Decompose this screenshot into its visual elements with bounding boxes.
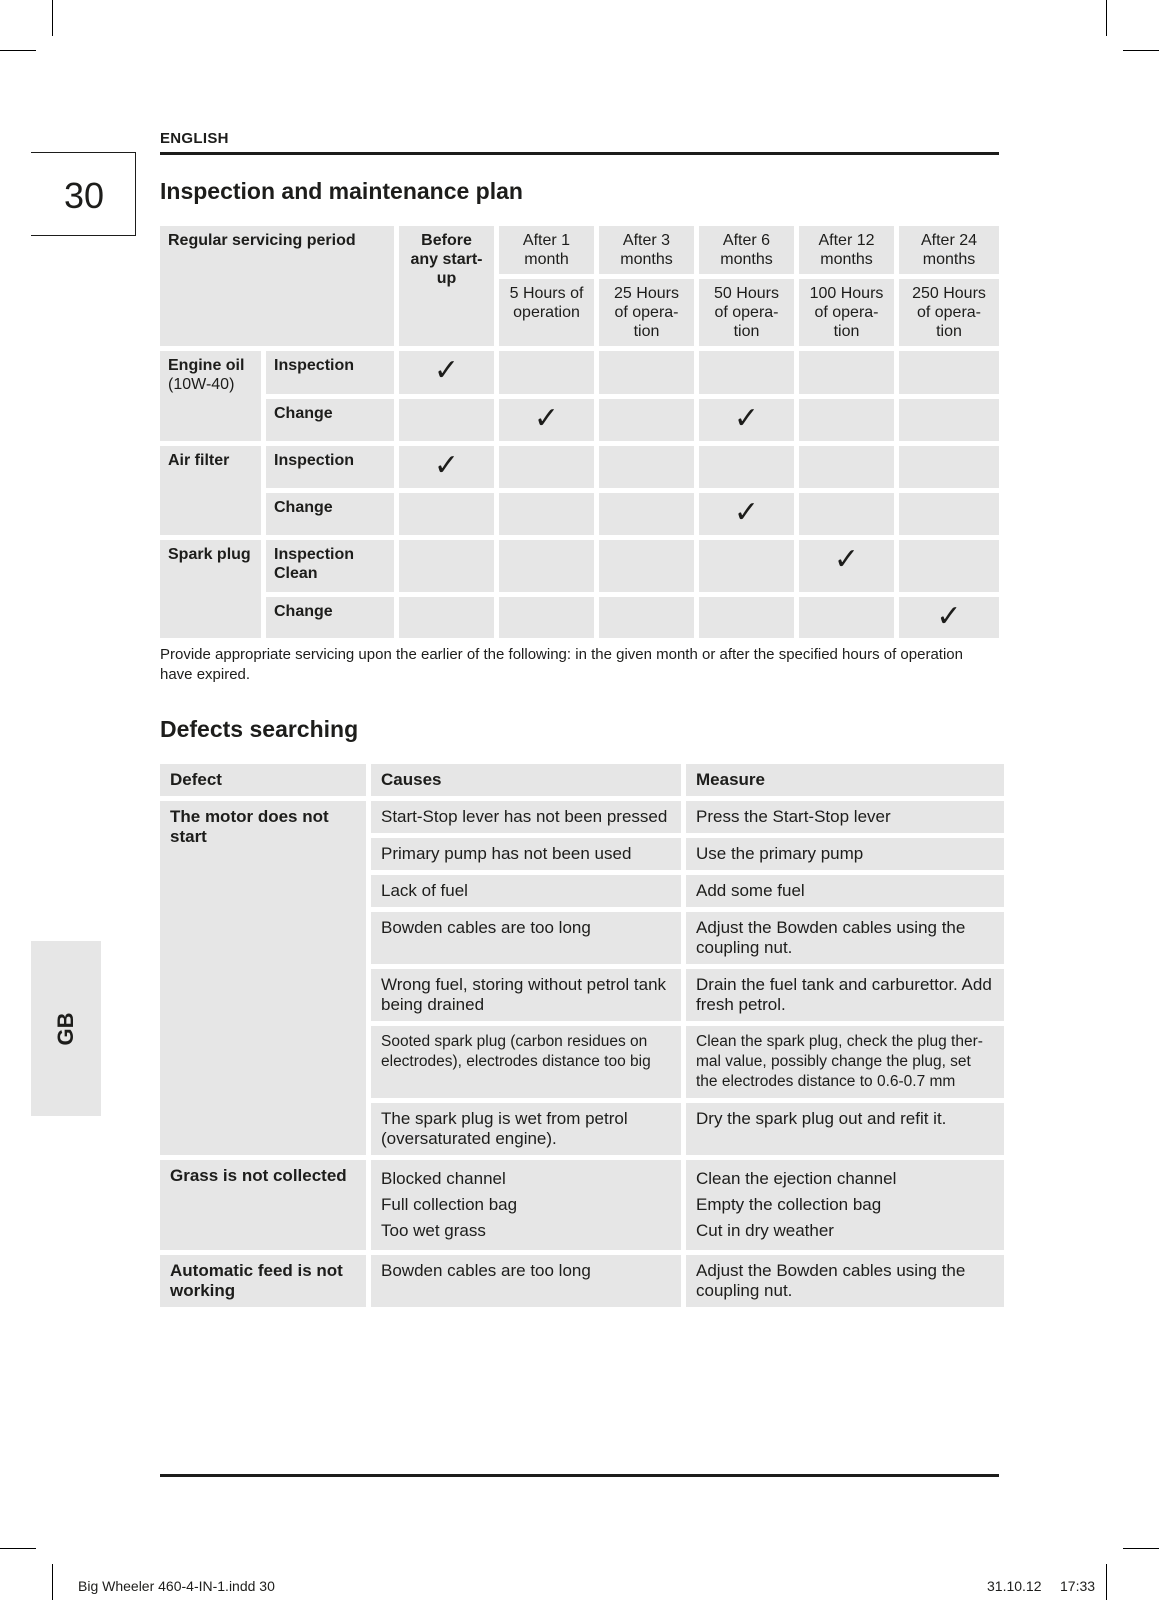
check-cell <box>899 597 999 643</box>
component-cell <box>160 351 266 446</box>
checkmark-icon: ✓ <box>733 495 760 530</box>
column-header: After 12 months <box>799 226 899 279</box>
cause: Start-Stop lever has not been pressed <box>371 801 686 838</box>
checkmark-icon: ✓ <box>733 401 760 436</box>
side-tab-label: GB <box>53 1012 78 1045</box>
check-cell <box>499 597 599 643</box>
crop-mark <box>1123 50 1159 51</box>
measure: Dry the spark plug out and refit it. <box>686 1103 1004 1160</box>
column-subheader: 250 Hours of opera-tion <box>899 279 999 351</box>
task-label: Inspection <box>266 446 399 493</box>
check-cell <box>699 597 799 643</box>
column-header: After 6 months <box>699 226 799 279</box>
crop-mark <box>1106 1564 1107 1600</box>
header-causes: Causes <box>371 764 686 801</box>
check-cell <box>399 540 499 597</box>
checkmark-icon: ✓ <box>433 353 460 388</box>
cause: Sooted spark plug (carbon residues on electrodes), electrodes distance too big <box>371 1026 686 1103</box>
measure: Cut in dry weather <box>696 1221 834 1240</box>
footer-date: 31.10.12 <box>987 1578 1042 1594</box>
measure: Clean the ejection channel <box>696 1169 897 1188</box>
column-subheader: 5 Hours of operation <box>499 279 599 351</box>
cause: Primary pump has not been used <box>371 838 686 875</box>
check-cell <box>799 446 899 493</box>
checkmark-icon: ✓ <box>433 448 460 483</box>
cause: Too wet grass <box>381 1221 486 1240</box>
check-cell <box>799 597 899 643</box>
task-label: Change <box>266 597 399 643</box>
measure: Add some fuel <box>686 875 1004 912</box>
footer-file: Big Wheeler 460-4-IN-1.indd 30 <box>78 1578 275 1594</box>
header-measure: Measure <box>686 764 1004 801</box>
check-cell <box>699 351 799 399</box>
check-cell <box>699 493 799 540</box>
check-cell <box>799 399 899 446</box>
cause: Bowden cables are too long <box>371 1255 686 1312</box>
defect-name: Grass is not collected <box>160 1160 371 1255</box>
measure: Use the primary pump <box>686 838 1004 875</box>
check-cell <box>699 540 799 597</box>
cause: Wrong fuel, storing without petrol tank being drained <box>371 969 686 1026</box>
measure: Adjust the Bowden cables using the coupling nut. <box>686 912 1004 969</box>
task-line: Clean <box>274 565 318 582</box>
period-label: Regular servicing period <box>160 226 399 351</box>
column-subheader: 100 Hours of opera-tion <box>799 279 899 351</box>
check-cell <box>799 493 899 540</box>
check-cell <box>599 399 699 446</box>
measure: Press the Start-Stop lever <box>686 801 1004 838</box>
defects-title: Defects searching <box>160 716 359 742</box>
check-cell <box>899 493 999 540</box>
crop-mark <box>52 0 53 36</box>
cause: Bowden cables are too long <box>371 912 686 969</box>
check-cell <box>399 493 499 540</box>
measure: Drain the fuel tank and carburettor. Add fresh petrol. <box>686 969 1004 1026</box>
column-subheader: 50 Hours of opera-tion <box>699 279 799 351</box>
crop-mark <box>0 1548 36 1549</box>
column-header: After 3 months <box>599 226 699 279</box>
cause-list <box>371 1160 686 1255</box>
task-label <box>266 540 399 597</box>
check-cell <box>499 351 599 399</box>
maintenance-plan-table <box>160 226 999 643</box>
footer-time: 17:33 <box>1060 1578 1096 1594</box>
cause: Full collection bag <box>381 1195 518 1214</box>
defect-name: The motor does not start <box>160 801 371 1160</box>
check-cell <box>599 597 699 643</box>
check-cell <box>699 399 799 446</box>
check-cell <box>399 351 499 399</box>
check-cell <box>599 351 699 399</box>
task-label: Inspection <box>266 351 399 399</box>
header-defect: Defect <box>160 764 371 801</box>
crop-mark <box>52 1564 53 1600</box>
language-side-tab <box>31 941 101 1116</box>
check-cell <box>399 399 499 446</box>
defects-table <box>160 764 1004 1312</box>
check-cell <box>399 597 499 643</box>
page-number: 30 <box>64 175 105 216</box>
check-cell <box>799 540 899 597</box>
column-header: After 1 month <box>499 226 599 279</box>
check-cell <box>499 399 599 446</box>
check-cell <box>899 351 999 399</box>
cause: The spark plug is wet from petrol (oversaturated engine). <box>371 1103 686 1160</box>
check-cell <box>899 399 999 446</box>
measure-list <box>686 1160 1004 1255</box>
task-label: Change <box>266 399 399 446</box>
component-spec: (10W-40) <box>168 376 235 393</box>
check-cell <box>699 446 799 493</box>
footer-rule <box>160 1474 999 1477</box>
check-cell <box>599 493 699 540</box>
component-name: Air filter <box>160 446 266 540</box>
crop-mark <box>0 50 36 51</box>
measure: Empty the collection bag <box>696 1195 882 1214</box>
column-header: Before any start-up <box>399 226 499 351</box>
checkmark-icon: ✓ <box>833 542 860 577</box>
check-cell <box>599 540 699 597</box>
check-cell <box>499 446 599 493</box>
cause: Blocked channel <box>381 1169 506 1188</box>
task-line: Inspection <box>274 546 355 563</box>
header-rule <box>160 152 999 155</box>
defect-name: Automatic feed is not working <box>160 1255 371 1312</box>
servicing-note: Provide appropriate servicing upon the earlier of the following: in the given month or after the specified hours of operation have expired. <box>160 646 963 683</box>
checkmark-icon: ✓ <box>533 401 560 436</box>
check-cell <box>499 493 599 540</box>
language-label: ENGLISH <box>160 130 229 147</box>
column-subheader: 25 Hours of opera-tion <box>599 279 699 351</box>
cause: Lack of fuel <box>371 875 686 912</box>
column-header: After 24 months <box>899 226 999 279</box>
check-cell <box>599 446 699 493</box>
check-cell <box>399 446 499 493</box>
check-cell <box>899 540 999 597</box>
measure: Clean the spark plug, check the plug ther-mal value, possibly change the plug, set the electrodes distance to 0.6-0.7 mm <box>686 1026 1004 1103</box>
task-label: Change <box>266 493 399 540</box>
checkmark-icon: ✓ <box>936 599 962 634</box>
measure: Adjust the Bowden cables using the coupling nut. <box>686 1255 1004 1312</box>
crop-mark <box>1123 1548 1159 1549</box>
check-cell <box>499 540 599 597</box>
check-cell <box>799 351 899 399</box>
component-name: Spark plug <box>160 540 266 643</box>
component-name: Engine oil <box>168 357 245 374</box>
check-cell <box>899 446 999 493</box>
plan-title: Inspection and maintenance plan <box>160 178 523 204</box>
crop-mark <box>1106 0 1107 36</box>
